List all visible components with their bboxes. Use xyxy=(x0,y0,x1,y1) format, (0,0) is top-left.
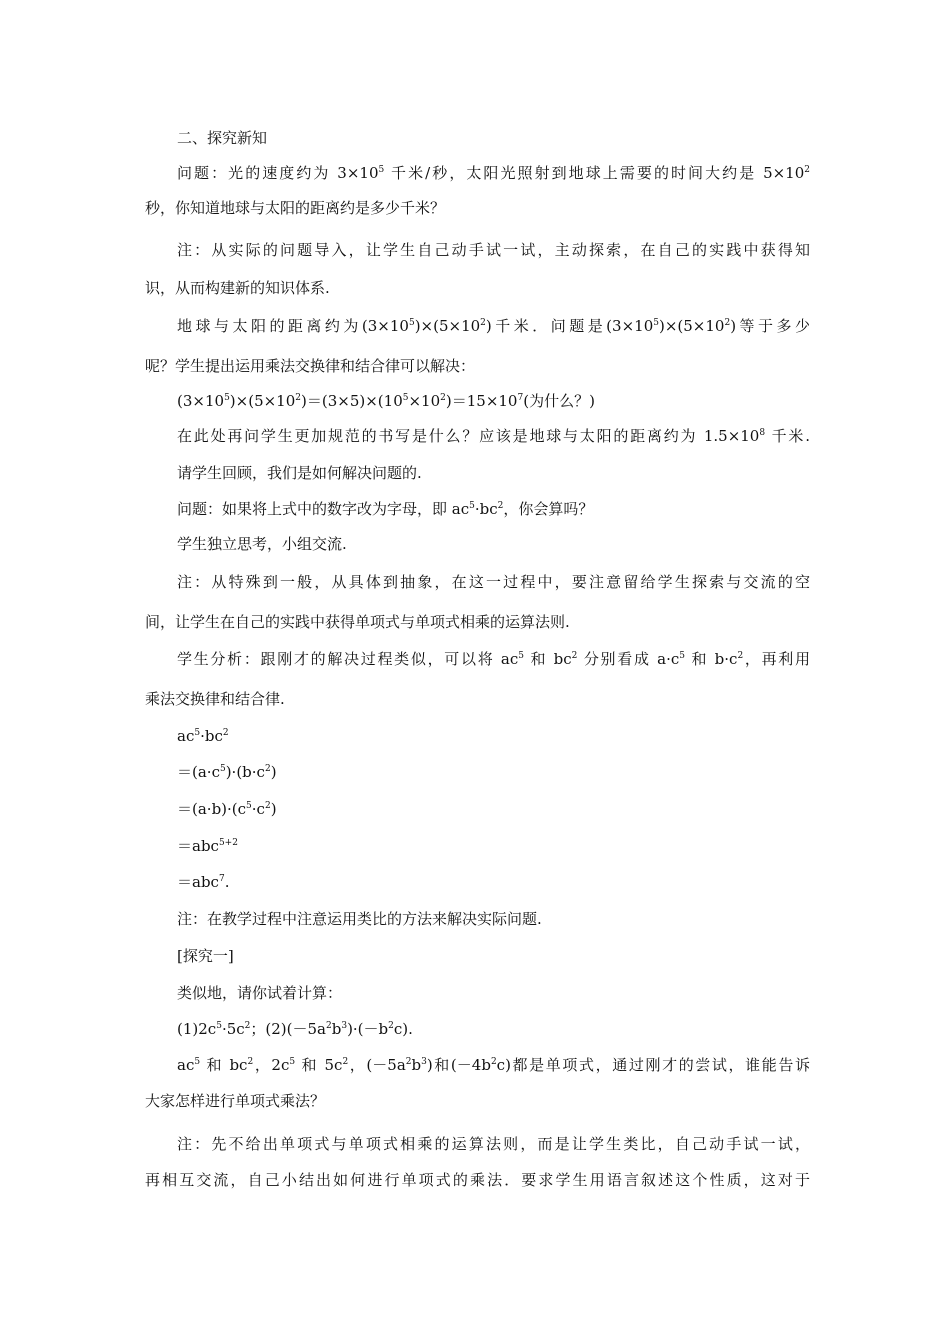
text-line: 学生分析：跟刚才的解决过程类似，可以将 $ac^5$ 和 $bc^2$ 分别看成 $a\cdot c^5$ 和 $b\cdot c^2$，再利用 xyxy=(177,650,810,668)
text-line: 在此处再问学生更加规范的书写是什么？应该是地球与太阳的距离约为 $1.5\times 10^8$ 千米. xyxy=(177,427,810,445)
text-line: 学生独立思考，小组交流. xyxy=(177,535,347,553)
text-line: [探究一] xyxy=(177,947,234,965)
text-line: $(3\times 10^5)\times(5\times 10^2)=(3\times 5)\times(10^5\times 10^2)=15\times 10^7$(为什么？) xyxy=(177,392,595,410)
text-line: 注：从实际的问题导入，让学生自己动手试一试，主动探索，在自己的实践中获得知 xyxy=(177,241,810,259)
text-line: 二、探究新知 xyxy=(177,129,268,147)
text-line: ＝abc$^7$. xyxy=(177,873,230,891)
text-line: 注：先不给出单项式与单项式相乘的运算法则，而是让学生类比，自己动手试一试， xyxy=(177,1135,810,1153)
text-line: $=(a\cdot b)\cdot(c^5\cdot c^2)$ xyxy=(177,800,277,818)
text-line: ＝abc$^{5+2}$ xyxy=(177,837,238,855)
text-line: 问题：光的速度约为 $3\times 10^5$ 千米/秒，太阳光照射到地球上需要的时间大约是 $5\times 10^2$ xyxy=(177,164,811,182)
text-line: 间，让学生在自己的实践中获得单项式与单项式相乘的运算法则. xyxy=(145,613,570,631)
text-line: 秒，你知道地球与太阳的距离约是多少千米？ xyxy=(145,199,446,217)
text-line: 再相互交流，自己小结出如何进行单项式的乘法．要求学生用语言叙述这个性质，这对于 xyxy=(145,1171,810,1189)
text-line: 类似地，请你试着计算： xyxy=(177,984,343,1002)
text-line: $ac^5$ 和 $bc^2$，$2c^5$ 和 $5c^2$，$(-5a^2b^3)$和$(-4b^2c)$都是单项式，通过刚才的尝试，谁能告诉 xyxy=(177,1056,810,1074)
text-line: 问题：如果将上式中的数字改为字母，即 $ac^5\cdot bc^2$，你会算吗？ xyxy=(177,500,594,518)
text-line: 乘法交换律和结合律. xyxy=(145,690,285,708)
text-line: 识，从而构建新的知识体系. xyxy=(145,279,330,297)
text-line: 注：在教学过程中注意运用类比的方法来解决实际问题. xyxy=(177,910,542,928)
text-line: 注：从特殊到一般，从具体到抽象，在这一过程中，要注意留给学生探索与交流的空 xyxy=(177,573,810,591)
text-line: 地球与太阳的距离约为$(3\times 10^5)\times(5\times 10^2)$千米．问题是$(3\times 10^5)\times(5\times 10^2)$等于多少 xyxy=(177,317,810,335)
text-line: 请学生回顾，我们是如何解决问题的. xyxy=(177,464,422,482)
text-line: $=(a\cdot c^5)\cdot(b\cdot c^2)$ xyxy=(177,763,277,781)
text-line: 大家怎样进行单项式乘法？ xyxy=(145,1092,326,1110)
text-line: 呢？学生提出运用乘法交换律和结合律可以解决： xyxy=(145,357,476,375)
text-line: $ac^5\cdot bc^2$ xyxy=(177,727,229,745)
text-line: $(1)2c^5\cdot 5c^2$；$(2)(-5a^2b^3)\cdot(-b^2c)$. xyxy=(177,1020,413,1038)
